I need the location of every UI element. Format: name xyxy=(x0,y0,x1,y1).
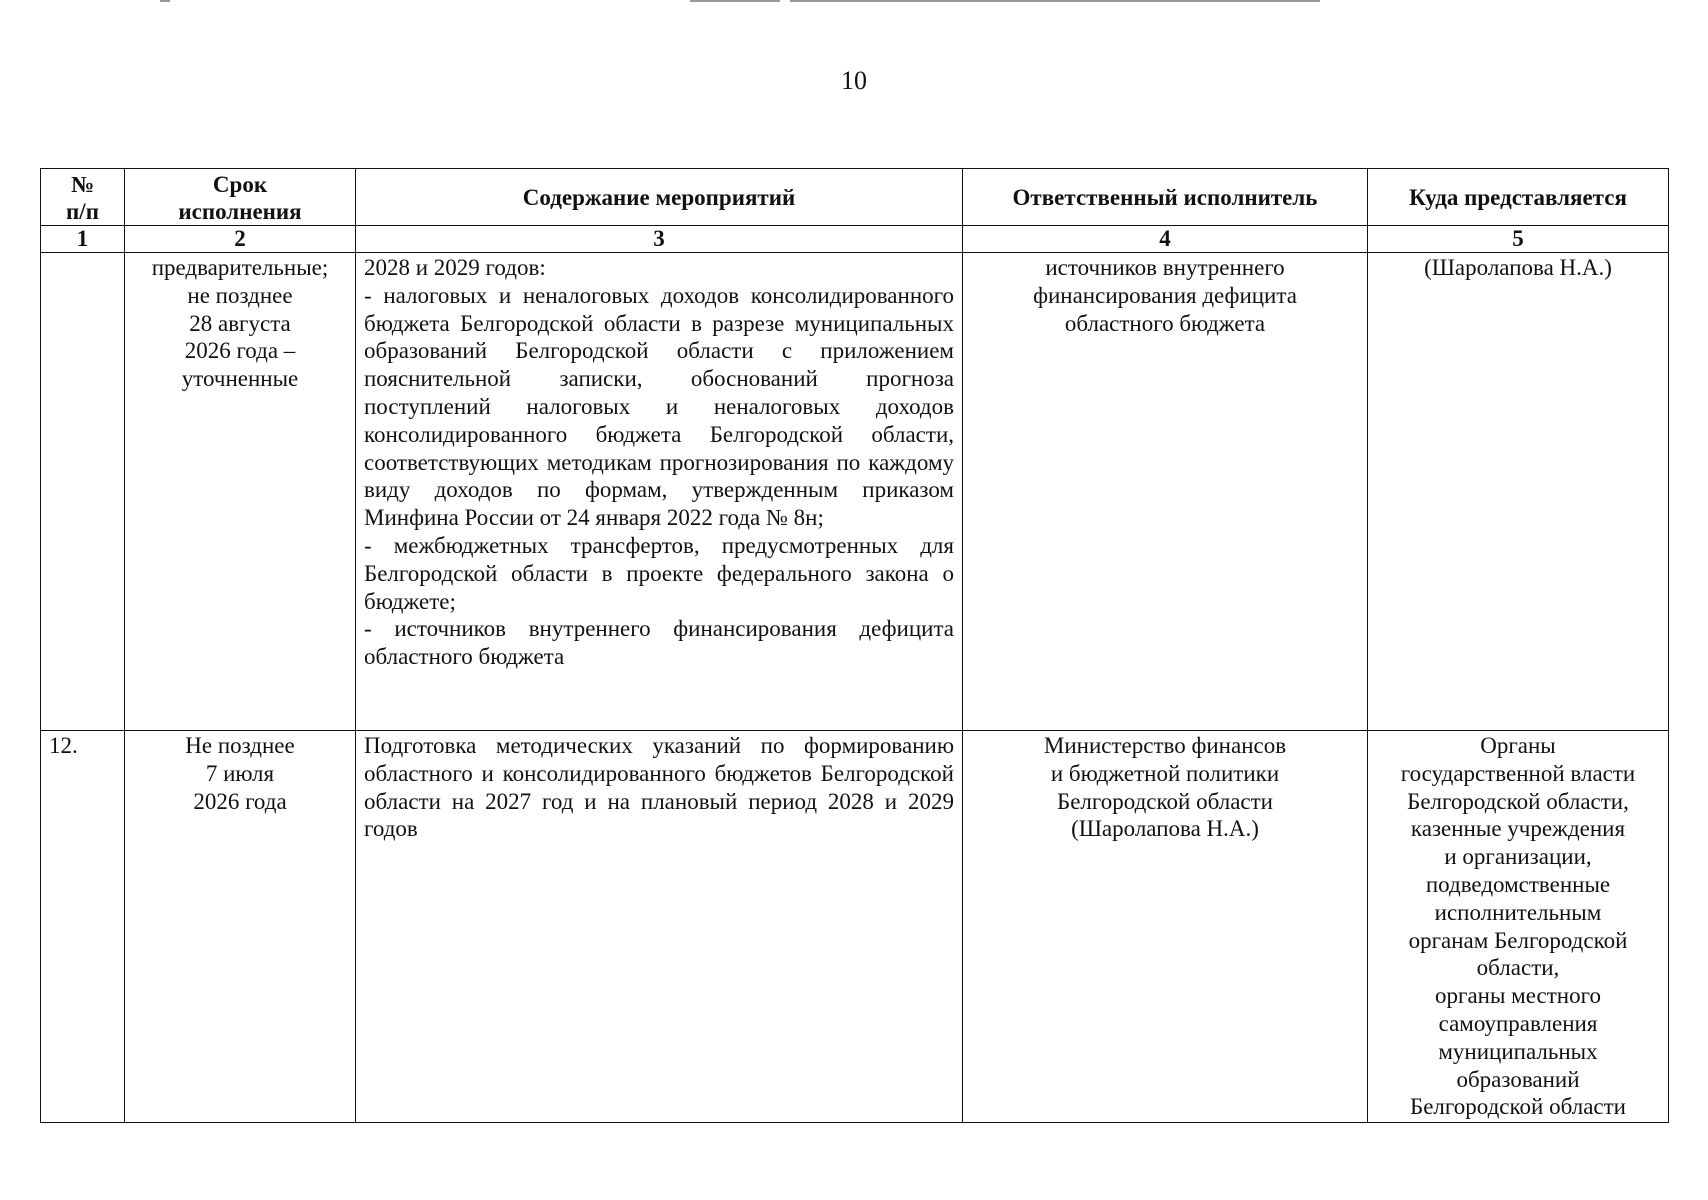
column-number: 2 xyxy=(125,226,356,253)
deadline-line: предварительные; xyxy=(151,255,329,280)
deadline-line: 2026 года – xyxy=(184,338,296,364)
plan-table xyxy=(40,168,1669,1123)
page-number: 10 xyxy=(841,66,867,95)
executor-line: Министерство финансов xyxy=(1043,733,1287,758)
table-row xyxy=(41,731,1669,1123)
content-paragraph: - налоговых и неналоговых доходов консолидированного бюджета Белгородской области в разрезе муниципальных образований Белгородской области с приложением пояснительной записки, обоснований прогноза поступлений налоговых и неналоговых доходов консолидированного бюджета Белгородской области, соответствующих методикам прогнозирования по каждому виду доходов по формам, утвержденным приказом Минфина России от 24 января 2022 года № 8н; xyxy=(364,282,954,531)
row-executor xyxy=(963,731,1368,1123)
destination-line: Белгородской области, xyxy=(1407,788,1629,814)
row-num: 12. xyxy=(41,731,125,1123)
executor-line: финансирования дефицита xyxy=(1033,282,1297,308)
column-number: 4 xyxy=(963,226,1368,253)
executor-line: и бюджетной политики xyxy=(1050,760,1280,786)
row-executor xyxy=(963,253,1368,731)
executor-line: (Шаролапова Н.А.) xyxy=(1071,816,1259,842)
header-content: Содержание мероприятий xyxy=(356,169,963,226)
deadline-line: не позднее xyxy=(187,282,293,308)
header-num xyxy=(41,169,125,226)
executor-line: источников внутреннего xyxy=(1045,255,1285,280)
scan-edge-mark xyxy=(160,0,170,2)
executor-line: областного бюджета xyxy=(1064,310,1266,336)
destination-line: образований xyxy=(1456,1066,1580,1092)
content-paragraph: - межбюджетных трансфертов, предусмотренных для Белгородской области в проекте федерального закона о бюджете; xyxy=(364,532,954,614)
deadline-line: Не позднее xyxy=(185,733,295,758)
destination-line: области, xyxy=(1476,955,1560,981)
column-number-row xyxy=(41,226,1669,253)
row-deadline xyxy=(125,253,356,731)
row-content xyxy=(356,253,963,731)
table-header-row xyxy=(41,169,1669,226)
header-deadline-line: Срок xyxy=(212,171,268,197)
destination-line: Органы xyxy=(1480,733,1556,758)
row-content xyxy=(356,731,963,1123)
deadline-line: уточненные xyxy=(181,366,299,392)
content-paragraph: 2028 и 2029 годов: xyxy=(364,255,546,280)
header-num-line: п/п xyxy=(66,198,99,224)
header-destination: Куда представляется xyxy=(1368,169,1669,226)
destination-line: муниципальных xyxy=(1438,1038,1598,1064)
column-number: 5 xyxy=(1368,226,1669,253)
destination-line: Белгородской области xyxy=(1410,1094,1626,1120)
row-destination xyxy=(1368,253,1669,731)
row-destination xyxy=(1368,731,1669,1123)
table-row xyxy=(41,253,1669,731)
destination-line: (Шаролапова Н.А.) xyxy=(1424,255,1612,280)
row-deadline xyxy=(125,731,356,1123)
destination-line: органам Белгородской xyxy=(1408,927,1628,953)
destination-line: самоуправления xyxy=(1438,1010,1598,1036)
destination-line: государственной власти xyxy=(1400,760,1636,786)
destination-line: казенные учреждения xyxy=(1410,816,1626,842)
destination-line: органы местного xyxy=(1435,983,1601,1009)
scan-edge-mark xyxy=(690,0,780,2)
content-paragraph: Подготовка методических указаний по формированию областного и консолидированного бюджетов Белгородской области на 2027 год и на плановый период 2028 и 2029 годов xyxy=(364,733,954,842)
deadline-line: 28 августа xyxy=(189,310,291,336)
header-deadline-line: исполнения xyxy=(178,198,302,224)
content-paragraph: - источников внутреннего финансирования дефицита областного бюджета xyxy=(364,616,954,670)
column-number: 3 xyxy=(356,226,963,253)
destination-line: и организации, xyxy=(1444,844,1592,870)
header-executor: Ответственный исполнитель xyxy=(963,169,1368,226)
row-num xyxy=(41,253,125,731)
deadline-line: 2026 года xyxy=(193,788,287,814)
destination-line: исполнительным xyxy=(1434,899,1602,925)
header-num-line: № xyxy=(70,171,95,197)
column-number: 1 xyxy=(41,226,125,253)
executor-line: Белгородской области xyxy=(1057,788,1273,814)
destination-line: подведомственные xyxy=(1425,871,1611,897)
scan-edge-mark xyxy=(790,0,1320,2)
deadline-line: 7 июля xyxy=(205,760,275,786)
header-deadline xyxy=(125,169,356,226)
